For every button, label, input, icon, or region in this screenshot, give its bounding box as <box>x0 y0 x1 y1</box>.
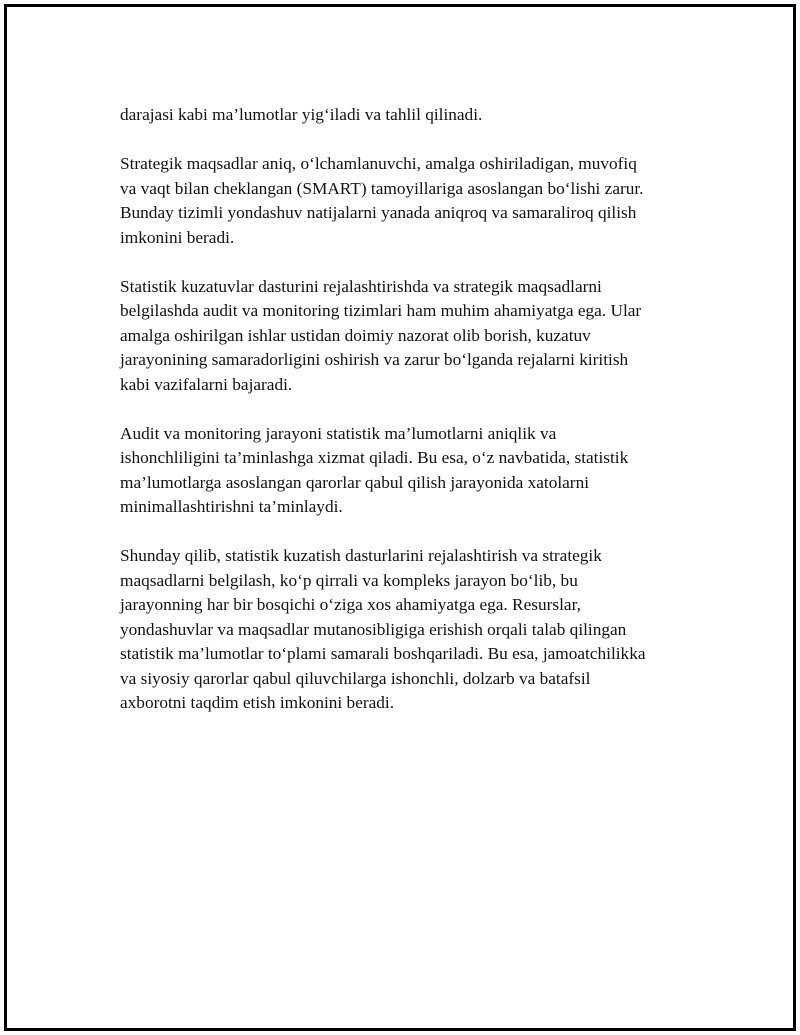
text-line: maqsadlarni belgilash, ko‘p qirrali va kompleks jarayon bo‘lib, bu <box>120 570 578 590</box>
paragraph-2 <box>120 152 700 250</box>
text-line: Strategik maqsadlar aniq, o‘lchamlanuvchi, amalga oshiriladigan, muvofiq <box>120 154 637 173</box>
text-line: jarayonning har bir bosqichi o‘ziga xos ahamiyatga ega. Resurslar, <box>120 595 581 614</box>
text-line: va siyosiy qarorlar qabul qiluvchilarga ishonchli, dolzarb va batafsil <box>120 668 591 688</box>
text-line: kabi vazifalarni bajaradi. <box>120 374 293 394</box>
text-line: amalga oshirilgan ishlar ustidan doimiy nazorat olib borish, kuzatuv <box>120 325 591 345</box>
text-line: belgilashda audit va monitoring tizimlari ham muhim ahamiyatga ega. Ular <box>120 301 642 320</box>
text-line: minimallashtirishni ta’minlaydi. <box>120 497 343 516</box>
text-line: statistik ma’lumotlar to‘plami samarali boshqariladi. Bu esa, jamoatchilikka <box>120 644 646 663</box>
text-line: imkonini beradi. <box>120 227 235 247</box>
document-body <box>120 103 700 740</box>
paragraph-5 <box>120 544 700 716</box>
paragraph-3 <box>120 275 700 398</box>
paragraph-4 <box>120 422 700 520</box>
text-line: Bunday tizimli yondashuv natijalarni yanada aniqroq va samaraliroq qilish <box>120 203 637 222</box>
paragraph-1 <box>120 103 700 128</box>
text-line: darajasi kabi ma’lumotlar yig‘iladi va tahlil qilinadi. <box>120 105 483 124</box>
text-line: va vaqt bilan cheklangan (SMART) tamoyillariga asoslangan bo‘lishi zarur. <box>120 178 644 198</box>
text-line: axborotni taqdim etish imkonini beradi. <box>120 693 395 712</box>
text-line: ishonchliligini ta’minlashga xizmat qiladi. Bu esa, o‘z navbatida, statistik <box>120 448 629 467</box>
text-line: Shunday qilib, statistik kuzatish dasturlarini rejalashtirish va strategik <box>120 546 602 565</box>
text-line: jarayonining samaradorligini oshirish va zarur bo‘lganda rejalarni kiritish <box>120 350 629 369</box>
text-line: yondashuvlar va maqsadlar mutanosibligiga erishish orqali talab qilingan <box>120 619 627 639</box>
text-line: Audit va monitoring jarayoni statistik ma’lumotlarni aniqlik va <box>120 423 557 443</box>
text-line: ma’lumotlarga asoslangan qarorlar qabul qilish jarayonida xatolarni <box>120 472 590 492</box>
page-border <box>4 4 796 1031</box>
text-line: Statistik kuzatuvlar dasturini rejalashtirishda va strategik maqsadlarni <box>120 276 602 296</box>
